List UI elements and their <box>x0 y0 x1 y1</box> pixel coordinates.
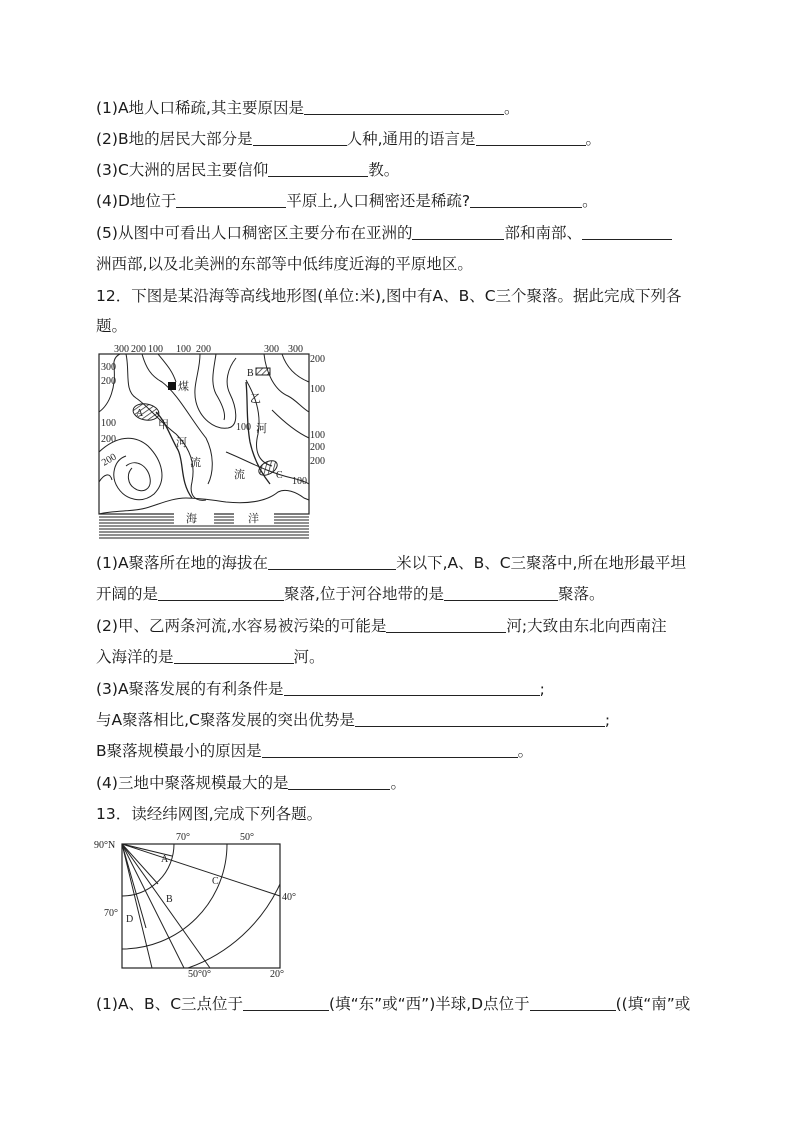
sea-char2: 洋 <box>248 512 259 525</box>
answer-blank[interactable] <box>444 584 558 601</box>
contour-map <box>96 342 332 540</box>
lon-label: 20° <box>270 969 284 978</box>
answer-blank[interactable] <box>304 98 504 115</box>
sea-char1: 海 <box>186 512 197 525</box>
river-jia-char2: 河 <box>176 436 187 449</box>
q11-part1: (1)A地人口稀疏,其主要原因是 。 <box>96 99 520 117</box>
settlement-b-marker <box>256 368 270 375</box>
q12-part4: (4)三地中聚落规模最大的是 。 <box>96 774 406 792</box>
answer-blank[interactable] <box>268 553 396 570</box>
river-yi-char1: 乙 <box>250 392 261 405</box>
lat-lon-grid <box>92 828 302 978</box>
q11-part5-line1: (5)从图中可看出人口稠密区主要分布在亚洲的 部和南部、 <box>96 223 672 243</box>
lat-label: 70° <box>176 832 190 843</box>
point-d-label: D <box>126 914 134 925</box>
answer-blank[interactable] <box>176 191 286 208</box>
q11-part4: (4)D地位于 平原上,人口稠密还是稀疏? 。 <box>96 192 598 210</box>
contour-line <box>282 354 309 382</box>
map-frame <box>99 354 309 514</box>
river-yi-char2: 河 <box>256 422 267 435</box>
q12-part2-line2: 入海洋的是 河。 <box>96 648 325 666</box>
contour-label: 200 <box>310 442 325 453</box>
answer-blank[interactable] <box>470 191 582 208</box>
contour-label: 200 <box>100 451 119 469</box>
q12-part3-line1: (3)A聚落发展的有利条件是 ; <box>96 680 545 698</box>
point-b-label: B <box>166 894 173 905</box>
answer-blank[interactable] <box>386 616 506 633</box>
contour-label: 100 <box>101 418 116 429</box>
contour-label: 300 <box>288 344 303 355</box>
lon-label: 40° <box>282 892 296 903</box>
answer-blank[interactable] <box>158 584 284 601</box>
contour-line <box>195 354 236 428</box>
q11-part5-line2: 洲西部,以及北美洲的东部等中低纬度近海的平原地区。 <box>96 255 473 273</box>
contour-line <box>272 410 309 438</box>
q12-part3-line2: 与A聚落相比,C聚落发展的突出优势是 ; <box>96 711 611 729</box>
contour-line <box>126 463 150 491</box>
q13-part1: (1)A、B、C三点位于 (填“东”或“西”)半球,D点位于 ((填“南”或 <box>96 995 691 1013</box>
answer-blank[interactable] <box>355 710 605 727</box>
contour-label: 200 <box>310 456 325 467</box>
q12-part1-line1: (1)A聚落所在地的海拔在 米以下,A、B、C三聚落中,所在地形最平坦 <box>96 554 686 572</box>
parallel-50 <box>122 844 227 949</box>
contour-label: 100 <box>310 430 325 441</box>
contour-label: 200 <box>310 354 325 365</box>
answer-blank[interactable] <box>412 223 504 240</box>
contour-label: 200 <box>101 376 116 387</box>
pole-label: 90°N <box>94 840 116 851</box>
contour-label: 100 <box>176 344 191 355</box>
contour-label: 200 <box>131 344 146 355</box>
contour-line <box>264 354 309 412</box>
contour-label: 100 <box>310 384 325 395</box>
q12-stem: 12．下图是某沿海等高线地形图(单位:米),图中有A、B、C三个聚落。据此完成下列各 <box>96 287 682 305</box>
contour-line <box>158 354 176 382</box>
contour-label: 100 <box>148 344 163 355</box>
river-jia-char1: 甲 <box>158 418 169 431</box>
answer-blank[interactable] <box>284 679 540 696</box>
coal-label: 煤 <box>178 380 189 393</box>
q12-part3-line3: B聚落规模最小的原因是 。 <box>96 742 534 760</box>
contour-label: 100 <box>292 476 307 487</box>
lat-label: 50° <box>240 832 254 843</box>
settlement-b-label: B <box>247 368 254 379</box>
contour-label: 200 <box>196 344 211 355</box>
answer-blank[interactable] <box>582 223 672 240</box>
q12-part2-line1: (2)甲、乙两条河流,水容易被污染的可能是 河;大致由东北向西南注 <box>96 617 667 635</box>
answer-blank[interactable] <box>243 994 329 1011</box>
answer-blank[interactable] <box>530 994 616 1011</box>
settlement-a-label: A <box>136 408 144 419</box>
lat-label: 70° <box>104 908 118 919</box>
meridians <box>122 844 280 968</box>
q12-stem-cont: 题。 <box>96 317 128 335</box>
answer-blank[interactable] <box>253 129 347 146</box>
q11-part2: (2)B地的居民大部分是 人种,通用的语言是 。 <box>96 130 602 148</box>
parallel-outer <box>188 884 280 968</box>
point-c-label: C <box>212 876 219 887</box>
q11-part3: (3)C大洲的居民主要信仰 教。 <box>96 161 400 179</box>
river-jia-char3: 流 <box>190 456 201 469</box>
grid-frame <box>122 844 280 968</box>
settlement-c-label: C <box>276 470 283 481</box>
answer-blank[interactable] <box>174 647 294 664</box>
q12-part1-line2: 开阔的是 聚落,位于河谷地带的是 聚落。 <box>96 585 605 603</box>
answer-blank[interactable] <box>476 129 586 146</box>
q13-stem: 13．读经纬网图,完成下列各题。 <box>96 805 323 823</box>
point-a-label: A <box>161 854 169 865</box>
lon-label: 50°0° <box>188 969 211 978</box>
answer-blank[interactable] <box>288 773 390 790</box>
answer-blank[interactable] <box>262 741 518 758</box>
answer-blank[interactable] <box>268 160 368 177</box>
contour-label: 300 <box>264 344 279 355</box>
contour-label: 300 <box>101 362 116 373</box>
contour-label: 100 <box>236 422 251 433</box>
contour-line <box>213 354 225 420</box>
coal-marker <box>168 382 176 390</box>
contour-label: 300 <box>114 344 129 355</box>
contour-line <box>99 475 112 482</box>
river-yi-char3: 流 <box>234 468 245 481</box>
contour-label: 200 <box>101 434 116 445</box>
